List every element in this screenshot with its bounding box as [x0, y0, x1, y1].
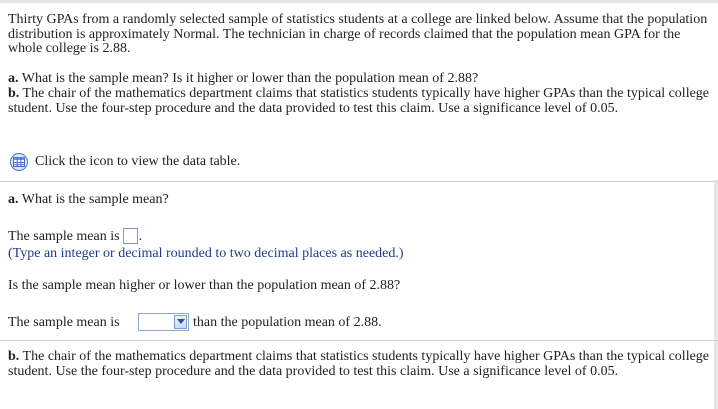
part-a-heading-letter: a.: [8, 192, 19, 207]
part-b-statement: The chair of the mathematics department claims that statistics students typically have higher GPAs than the typical college student. Use the four-step procedure and the data provided to test this claim. Use a significance level of 0.05.: [8, 86, 710, 116]
part-a-question: What is the sample mean?: [21, 192, 169, 207]
rounding-hint: (Type an integer or decimal rounded to two decimal places as needed.): [8, 246, 404, 261]
data-table-link[interactable]: [10, 152, 240, 172]
higher-lower-dropdown[interactable]: [138, 313, 189, 331]
part-a-letter: a.: [8, 71, 19, 86]
compare-suffix: than the population mean of 2.88.: [193, 315, 382, 330]
problem-part-a: [8, 72, 714, 87]
data-table-label: Click the icon to view the data table.: [35, 154, 241, 169]
part-b-letter: b.: [8, 86, 20, 101]
part-b-text: The chair of the mathematics department claims that statistics students typically have higher GPAs than the typical college student. Use the four-step procedure and the data provided to test this claim. Use a significance level of 0.05.: [8, 349, 710, 379]
problem-part-b: [8, 87, 714, 116]
part-b-heading: [8, 350, 714, 379]
section-divider: [0, 181, 718, 182]
sample-mean-prefix: The sample mean is: [8, 229, 120, 245]
sample-mean-period: .: [138, 229, 143, 245]
compare-question: Is the sample mean higher or lower than the population mean of 2.88?: [8, 278, 401, 293]
part-b-heading-letter: b.: [8, 349, 20, 364]
data-table-icon[interactable]: [10, 153, 28, 171]
part-a-statement: What is the sample mean? Is it higher or lower than the population mean of 2.88?: [21, 71, 479, 86]
top-border: [0, 0, 718, 3]
sample-mean-line: [8, 229, 714, 245]
scrollbar[interactable]: [714, 180, 718, 409]
chevron-down-icon[interactable]: [174, 315, 187, 329]
problem-intro: Thirty GPAs from a randomly selected sample of statistics students at a college are linked below. Assume that the population distribution is approximately Normal. The technician in charge of records claimed that the population mean GPA for the whole college is 2.88.: [8, 12, 708, 56]
sample-mean-input[interactable]: [123, 228, 138, 244]
section-divider-b: [0, 340, 718, 341]
compare-prefix: The sample mean is: [8, 315, 120, 330]
part-a-heading: [8, 193, 714, 208]
